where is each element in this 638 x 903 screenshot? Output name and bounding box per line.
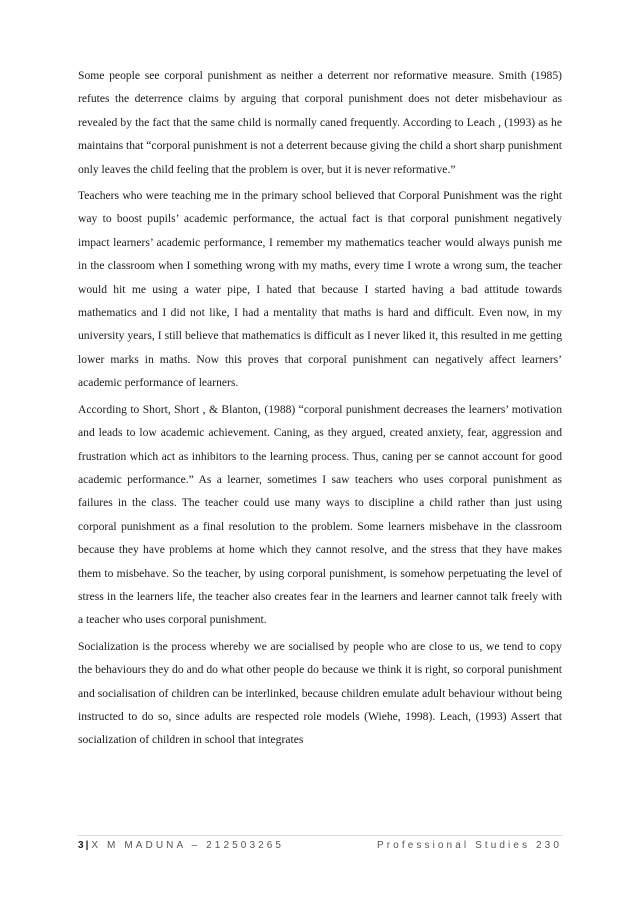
footer-divider [78,835,562,836]
footer-course: Professional Studies 230 [376,840,562,851]
footer-author: X M MADUNA – 212503265 [91,840,285,851]
body-text [78,64,562,755]
footer-page-number: 3 [78,840,84,851]
paragraph-short-blanton: According to Short, Short , & Blanton, (1988) “corporal punishment decreases the learners’ motivation and leads to low academic achievement. Caning, as they argued, created anxiety, fear, aggression and frustration which act as inhibitors to the learning process. Thus, caning per se cannot account for good academic performance.” As a learner, sometimes I saw teachers who uses corporal punishment as failures in the class. The teacher could use many ways to discipline a child rather than just using corporal punishment as a final resolution to the problem. Some learners misbehave in the classroom because they have problems at home which they cannot resolve, and the stress that they have makes them to misbehave. So the teacher, by using corporal punishment, is somehow perpetuating the level of stress in the learners life, the teacher also creates fear in the learners and learner cannot talk freely with a teacher who uses corporal punishment. [78,402,562,627]
paragraph-corporal-punishment-deterrent: Some people see corporal punishment as neither a deterrent nor reformative measure. Smith (1985) refutes the deterrence claims by arguing that corporal punishment does not deter misbehaviour as revealed by the fact that the same child is normally caned frequently. According to Leach , (1993) as he maintains that “corporal punishment is not a deterrent because giving the child a short sharp punishment only leaves the child feeling that the problem is over, but it is never reformative.” [78,69,562,176]
footer-separator: | [85,840,89,851]
paragraph-socialization: Socialization is the process whereby we are socialised by people who are close to us, we tend to copy the behaviours they do and do what other people do because we think it is right, so corporal punishment and socialisation of children can be interlinked, because children emulate adult behaviour without being instructed to do so, since adults are respected role models (Wiehe, 1998). Leach, (1993) Assert that socialization of children in school that integrates [78,639,562,747]
page-footer [78,840,562,851]
paragraph-personal-experience: Teachers who were teaching me in the primary school believed that Corporal Punishment was the right way to boost pupils’ academic performance, the actual fact is that corporal punishment negatively impact learners’ academic performance, I remember my mathematics teacher would always punish me in the classroom when I something wrong with my maths, every time I wrote a wrong sum, the teacher would hit me using a water pipe, I hated that because I started having a bad attitude towards mathematics and I did not like, I had a mentality that maths is hard and difficult. Even now, in my university years, I still believe that mathematics is difficult as I never liked it, this resulted in me getting lower marks in maths. Now this proves that corporal punishment can negatively affect learners’ academic performance of learners. [78,189,562,390]
